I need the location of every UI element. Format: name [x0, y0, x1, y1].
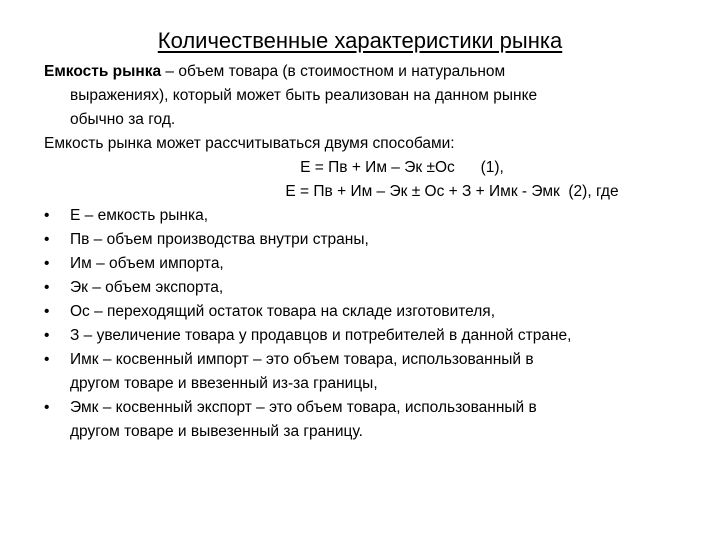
legend-text: Имк – косвенный импорт – это объем товара, использованный в: [70, 351, 534, 368]
methods-intro: Емкость рынка может рассчитываться двумя способами:: [44, 135, 455, 152]
legend-item: [44, 204, 700, 228]
slide-title: Количественные характеристики рынка: [157, 28, 563, 53]
legend-item: [44, 396, 700, 444]
legend-text: Ос – переходящий остаток товара на складе изготовителя,: [70, 303, 496, 320]
legend-text-continued: другом товаре и вывезенный за границу.: [70, 423, 363, 440]
definition-text: – объем товара (в стоимостном и натуральном: [161, 63, 506, 80]
slide-body: [44, 60, 700, 444]
legend-item: [44, 324, 700, 348]
legend-item: [44, 276, 700, 300]
legend-text: Эмк – косвенный экспорт – это объем товара, использованный в: [70, 399, 537, 416]
legend-item: [44, 228, 700, 252]
legend-item: [44, 348, 700, 396]
bullet-icon: •: [44, 231, 50, 248]
bullet-icon: •: [44, 255, 50, 272]
formula-2: Е = Пв + Им – Эк ± Ос + З + Имк - Эмк (2), где: [285, 183, 619, 200]
definition-line-3: обычно за год.: [70, 111, 176, 128]
legend-item: [44, 252, 700, 276]
definition-line-2: выражениях), который может быть реализован на данном рынке: [70, 87, 538, 104]
bullet-icon: •: [44, 399, 50, 416]
legend-list: [44, 204, 700, 444]
definition-line-1: [44, 60, 700, 84]
legend-text: Пв – объем производства внутри страны,: [70, 231, 369, 248]
definition-term: Емкость рынка: [44, 63, 162, 80]
bullet-icon: •: [44, 351, 50, 368]
bullet-icon: •: [44, 303, 50, 320]
legend-text: Им – объем импорта,: [70, 255, 224, 272]
legend-text: Эк – объем экспорта,: [70, 279, 224, 296]
bullet-icon: •: [44, 327, 50, 344]
formula-1: Е = Пв + Им – Эк ±Ос (1),: [300, 159, 504, 176]
legend-text: З – увеличение товара у продавцов и потребителей в данной стране,: [70, 327, 572, 344]
bullet-icon: •: [44, 207, 50, 224]
legend-text-continued: другом товаре и ввезенный из-за границы,: [70, 375, 378, 392]
definition-paragraph: [44, 60, 700, 132]
bullet-icon: •: [44, 279, 50, 296]
legend-item: [44, 300, 700, 324]
legend-text: Е – емкость рынка,: [70, 207, 209, 224]
